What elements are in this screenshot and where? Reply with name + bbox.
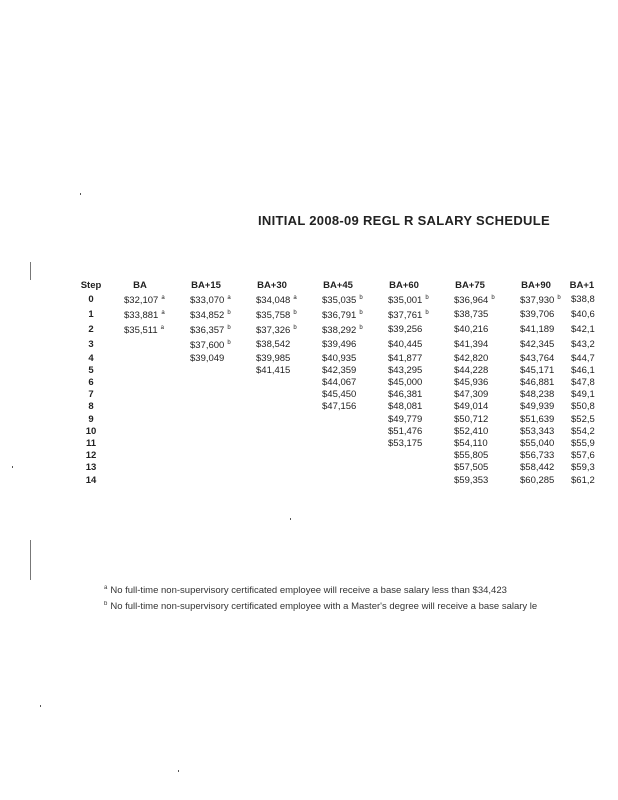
salary-value: $37,326 <box>256 325 291 337</box>
salary-cell <box>569 450 595 462</box>
salary-cell <box>437 353 503 365</box>
column-header: BA+45 <box>323 279 353 291</box>
salary-cell <box>305 462 371 474</box>
salary-cell <box>371 389 437 401</box>
footnote-marker: b <box>491 295 495 301</box>
footnote-marker: b <box>227 340 231 347</box>
step-cell: 5 <box>88 364 94 376</box>
salary-cell <box>503 337 569 352</box>
salary-value: $36,357 <box>190 325 225 337</box>
salary-value: $49,1 <box>571 389 595 401</box>
step-cell: 0 <box>88 293 94 305</box>
table-row <box>75 401 595 413</box>
footnote-marker: b <box>359 295 363 301</box>
salary-cell <box>437 337 503 352</box>
salary-cell <box>239 322 305 337</box>
salary-value: $60,285 <box>520 474 555 486</box>
salary-cell <box>569 462 595 474</box>
table-body <box>75 292 595 487</box>
footnote-mark: a <box>104 585 108 591</box>
salary-value: $47,309 <box>454 389 489 401</box>
salary-cell <box>107 438 173 450</box>
salary-cell <box>239 389 305 401</box>
salary-value: $53,175 <box>388 438 423 450</box>
salary-value: $34,852 <box>190 310 225 322</box>
salary-cell <box>371 307 437 322</box>
salary-cell <box>371 462 437 474</box>
step-cell: 14 <box>85 474 97 486</box>
footnote-marker: b <box>557 295 561 301</box>
salary-cell <box>503 438 569 450</box>
salary-cell <box>173 401 239 413</box>
table-row <box>75 450 595 462</box>
salary-cell <box>305 475 371 487</box>
salary-cell <box>437 450 503 462</box>
salary-cell <box>107 414 173 426</box>
salary-value: $61,2 <box>571 474 595 486</box>
salary-value: $59,3 <box>571 462 595 474</box>
salary-cell <box>371 475 437 487</box>
salary-cell <box>305 322 371 337</box>
salary-cell <box>569 322 595 337</box>
salary-cell <box>239 475 305 487</box>
salary-cell <box>305 414 371 426</box>
table-row <box>75 353 595 365</box>
footnote-marker: b <box>359 325 363 332</box>
salary-cell <box>173 322 239 337</box>
salary-cell <box>569 353 595 365</box>
salary-cell <box>569 365 595 377</box>
footnote-marker: a <box>227 295 231 301</box>
salary-value: $50,8 <box>571 401 595 413</box>
footnote-marker: b <box>293 325 297 332</box>
salary-cell <box>503 353 569 365</box>
footnote-marker: b <box>227 310 231 317</box>
salary-value: $55,040 <box>520 438 555 450</box>
salary-cell <box>503 377 569 389</box>
salary-cell <box>107 292 173 307</box>
salary-value: $42,1 <box>571 323 595 335</box>
salary-cell <box>437 414 503 426</box>
salary-cell <box>437 426 503 438</box>
salary-cell <box>437 462 503 474</box>
salary-cell <box>371 450 437 462</box>
footnote-text: No full-time non-supervisory certificated employee with a Master's degree will receive a base salary le <box>110 601 538 613</box>
salary-value: $58,442 <box>520 462 555 474</box>
footnote-marker: b <box>425 295 429 301</box>
salary-value: $38,8 <box>571 293 595 305</box>
scan-edge-line <box>30 540 31 580</box>
table-row <box>75 307 595 322</box>
salary-cell <box>239 426 305 438</box>
salary-cell <box>173 337 239 352</box>
salary-cell <box>173 438 239 450</box>
salary-value: $38,542 <box>256 339 291 351</box>
step-cell: 3 <box>88 339 94 351</box>
salary-value: $47,156 <box>322 401 357 413</box>
footnote-marker: a <box>293 295 297 301</box>
salary-cell <box>107 377 173 389</box>
salary-cell <box>305 353 371 365</box>
footnote-text: No full-time non-supervisory certificated employee will receive a base salary less than $34,423 <box>110 585 507 597</box>
table-row <box>75 322 595 337</box>
salary-cell <box>569 426 595 438</box>
salary-cell <box>569 377 595 389</box>
salary-cell <box>107 322 173 337</box>
scan-speck <box>12 466 13 468</box>
salary-cell <box>239 353 305 365</box>
table-row <box>75 426 595 438</box>
salary-value: $43,295 <box>388 364 423 376</box>
salary-value: $40,6 <box>571 308 595 320</box>
salary-value: $52,410 <box>454 425 489 437</box>
salary-cell <box>107 389 173 401</box>
salary-value: $39,049 <box>190 352 225 364</box>
scan-speck <box>80 193 81 195</box>
salary-value: $44,067 <box>322 377 357 389</box>
salary-value: $49,779 <box>388 413 423 425</box>
column-header: BA+75 <box>455 279 485 291</box>
salary-value: $48,238 <box>520 389 555 401</box>
step-cell: 13 <box>85 462 97 474</box>
salary-value: $35,511 <box>124 325 158 337</box>
step-cell: 8 <box>88 401 94 413</box>
footnote-marker: b <box>359 310 363 317</box>
salary-cell <box>107 426 173 438</box>
salary-cell <box>569 337 595 352</box>
page-title: INITIAL 2008-09 REGL R SALARY SCHEDULE <box>258 213 550 228</box>
salary-cell <box>239 438 305 450</box>
salary-cell <box>503 307 569 322</box>
salary-cell <box>173 389 239 401</box>
footnote-a <box>104 585 618 596</box>
salary-value: $41,415 <box>256 364 291 376</box>
salary-cell <box>173 353 239 365</box>
salary-cell <box>107 353 173 365</box>
salary-cell <box>305 426 371 438</box>
salary-cell <box>371 322 437 337</box>
salary-cell <box>305 438 371 450</box>
salary-value: $49,939 <box>520 401 555 413</box>
salary-value: $32,107 <box>124 295 159 307</box>
footnote-marker: a <box>160 325 164 332</box>
salary-cell <box>569 292 595 307</box>
salary-value: $45,450 <box>322 389 357 401</box>
table-row <box>75 462 595 474</box>
salary-cell <box>503 292 569 307</box>
salary-value: $35,758 <box>256 310 291 322</box>
footnote-b <box>104 601 618 612</box>
footnote-mark: b <box>104 601 108 607</box>
step-cell: 10 <box>85 425 97 437</box>
salary-cell <box>437 307 503 322</box>
salary-value: $40,935 <box>322 352 357 364</box>
table-row <box>75 292 595 307</box>
table-row <box>75 377 595 389</box>
salary-value: $55,9 <box>571 438 595 450</box>
salary-cell <box>305 307 371 322</box>
salary-cell <box>239 337 305 352</box>
salary-cell <box>437 365 503 377</box>
salary-cell <box>305 377 371 389</box>
salary-cell <box>371 426 437 438</box>
salary-cell <box>569 414 595 426</box>
salary-cell <box>437 322 503 337</box>
salary-cell <box>437 475 503 487</box>
table-row <box>75 475 595 487</box>
step-cell: 12 <box>85 450 97 462</box>
salary-cell <box>107 307 173 322</box>
table-row <box>75 438 595 450</box>
salary-cell <box>569 438 595 450</box>
salary-cell <box>173 414 239 426</box>
salary-value: $38,735 <box>454 308 489 320</box>
salary-cell <box>107 475 173 487</box>
salary-cell <box>371 353 437 365</box>
salary-value: $47,8 <box>571 377 595 389</box>
salary-cell <box>239 462 305 474</box>
salary-cell <box>239 414 305 426</box>
scan-edge-line <box>30 262 31 280</box>
salary-cell <box>173 475 239 487</box>
column-header: BA <box>133 279 147 291</box>
salary-cell <box>437 377 503 389</box>
salary-cell <box>371 337 437 352</box>
salary-cell <box>569 401 595 413</box>
footnote-marker: b <box>425 310 429 317</box>
salary-cell <box>305 292 371 307</box>
column-header: BA+90 <box>521 279 551 291</box>
salary-value: $49,014 <box>454 401 489 413</box>
salary-value: $41,394 <box>454 339 489 351</box>
salary-value: $37,930 <box>520 295 555 307</box>
column-header: BA+15 <box>191 279 221 291</box>
salary-value: $39,496 <box>322 339 357 351</box>
salary-value: $39,256 <box>388 323 423 335</box>
salary-cell <box>107 450 173 462</box>
salary-value: $42,359 <box>322 364 357 376</box>
column-header: Step <box>80 279 102 291</box>
salary-value: $40,216 <box>454 323 489 335</box>
table-header-row <box>75 279 595 292</box>
salary-value: $51,639 <box>520 413 555 425</box>
salary-cell <box>239 307 305 322</box>
salary-value: $48,081 <box>388 401 423 413</box>
footnote-marker: b <box>227 325 231 332</box>
salary-cell <box>107 462 173 474</box>
salary-cell <box>437 389 503 401</box>
salary-value: $37,600 <box>190 340 225 352</box>
salary-cell <box>503 475 569 487</box>
salary-value: $41,189 <box>520 323 555 335</box>
salary-cell <box>503 389 569 401</box>
salary-value: $57,505 <box>454 462 489 474</box>
footnote-marker: b <box>293 310 297 317</box>
salary-value: $42,345 <box>520 339 555 351</box>
salary-cell <box>173 426 239 438</box>
salary-value: $43,2 <box>571 339 595 351</box>
salary-cell <box>107 401 173 413</box>
salary-cell <box>173 377 239 389</box>
column-header: BA+1 <box>569 279 595 291</box>
salary-cell <box>173 292 239 307</box>
salary-cell <box>371 377 437 389</box>
salary-cell <box>305 401 371 413</box>
salary-cell <box>569 307 595 322</box>
salary-cell <box>239 401 305 413</box>
salary-value: $43,764 <box>520 352 555 364</box>
salary-value: $39,706 <box>520 308 555 320</box>
salary-value: $41,877 <box>388 352 423 364</box>
salary-value: $54,2 <box>571 425 595 437</box>
column-header: BA+60 <box>389 279 419 291</box>
salary-value: $44,7 <box>571 352 595 364</box>
salary-value: $51,476 <box>388 425 423 437</box>
salary-cell <box>239 365 305 377</box>
table-row <box>75 365 595 377</box>
salary-cell <box>503 365 569 377</box>
salary-value: $44,228 <box>454 364 489 376</box>
salary-cell <box>239 450 305 462</box>
salary-cell <box>569 475 595 487</box>
salary-cell <box>305 365 371 377</box>
salary-value: $33,881 <box>124 310 159 322</box>
salary-value: $35,035 <box>322 295 357 307</box>
column-header: BA+30 <box>257 279 287 291</box>
salary-cell <box>503 426 569 438</box>
salary-value: $35,001 <box>388 295 423 307</box>
table-row <box>75 337 595 352</box>
salary-cell <box>371 292 437 307</box>
salary-cell <box>569 389 595 401</box>
salary-cell <box>305 450 371 462</box>
salary-cell <box>503 322 569 337</box>
scan-speck <box>290 518 291 520</box>
step-cell: 7 <box>88 389 94 401</box>
footnote-marker: a <box>161 295 165 301</box>
salary-value: $59,353 <box>454 474 489 486</box>
salary-cell <box>371 414 437 426</box>
step-cell: 2 <box>88 323 94 335</box>
step-cell: 1 <box>88 308 94 320</box>
salary-cell <box>371 438 437 450</box>
salary-value: $46,881 <box>520 377 555 389</box>
salary-value: $45,936 <box>454 377 489 389</box>
salary-value: $57,6 <box>571 450 595 462</box>
salary-value: $34,048 <box>256 295 291 307</box>
salary-cell <box>437 438 503 450</box>
salary-cell <box>503 462 569 474</box>
salary-schedule-table <box>75 279 595 487</box>
step-cell: 4 <box>88 352 94 364</box>
salary-cell <box>503 450 569 462</box>
step-cell: 6 <box>88 377 94 389</box>
salary-value: $36,964 <box>454 295 489 307</box>
salary-value: $42,820 <box>454 352 489 364</box>
salary-cell <box>503 414 569 426</box>
salary-cell <box>437 401 503 413</box>
salary-cell <box>107 365 173 377</box>
salary-value: $38,292 <box>322 325 357 337</box>
salary-cell <box>239 292 305 307</box>
salary-cell <box>503 401 569 413</box>
salary-cell <box>107 337 173 352</box>
salary-value: $53,343 <box>520 425 555 437</box>
footnote-marker: a <box>161 310 165 317</box>
salary-cell <box>173 450 239 462</box>
table-row <box>75 414 595 426</box>
salary-value: $36,791 <box>322 310 357 322</box>
step-cell: 11 <box>85 438 97 450</box>
salary-value: $45,000 <box>388 377 423 389</box>
step-cell: 9 <box>88 413 94 425</box>
salary-cell <box>371 365 437 377</box>
salary-value: $37,761 <box>388 310 423 322</box>
table-row <box>75 389 595 401</box>
salary-value: $46,1 <box>571 364 595 376</box>
salary-value: $39,985 <box>256 352 291 364</box>
salary-cell <box>305 389 371 401</box>
salary-cell <box>239 377 305 389</box>
salary-value: $40,445 <box>388 339 423 351</box>
salary-value: $52,5 <box>571 413 595 425</box>
salary-cell <box>173 365 239 377</box>
salary-cell <box>173 307 239 322</box>
salary-value: $55,805 <box>454 450 489 462</box>
salary-value: $50,712 <box>454 413 489 425</box>
salary-cell <box>437 292 503 307</box>
scan-speck <box>40 705 41 707</box>
salary-cell <box>305 337 371 352</box>
salary-cell <box>173 462 239 474</box>
salary-cell <box>371 401 437 413</box>
salary-value: $45,171 <box>520 364 555 376</box>
scan-speck <box>178 770 179 772</box>
salary-value: $33,070 <box>190 295 225 307</box>
salary-value: $56,733 <box>520 450 555 462</box>
salary-value: $46,381 <box>388 389 423 401</box>
salary-value: $54,110 <box>454 438 488 450</box>
